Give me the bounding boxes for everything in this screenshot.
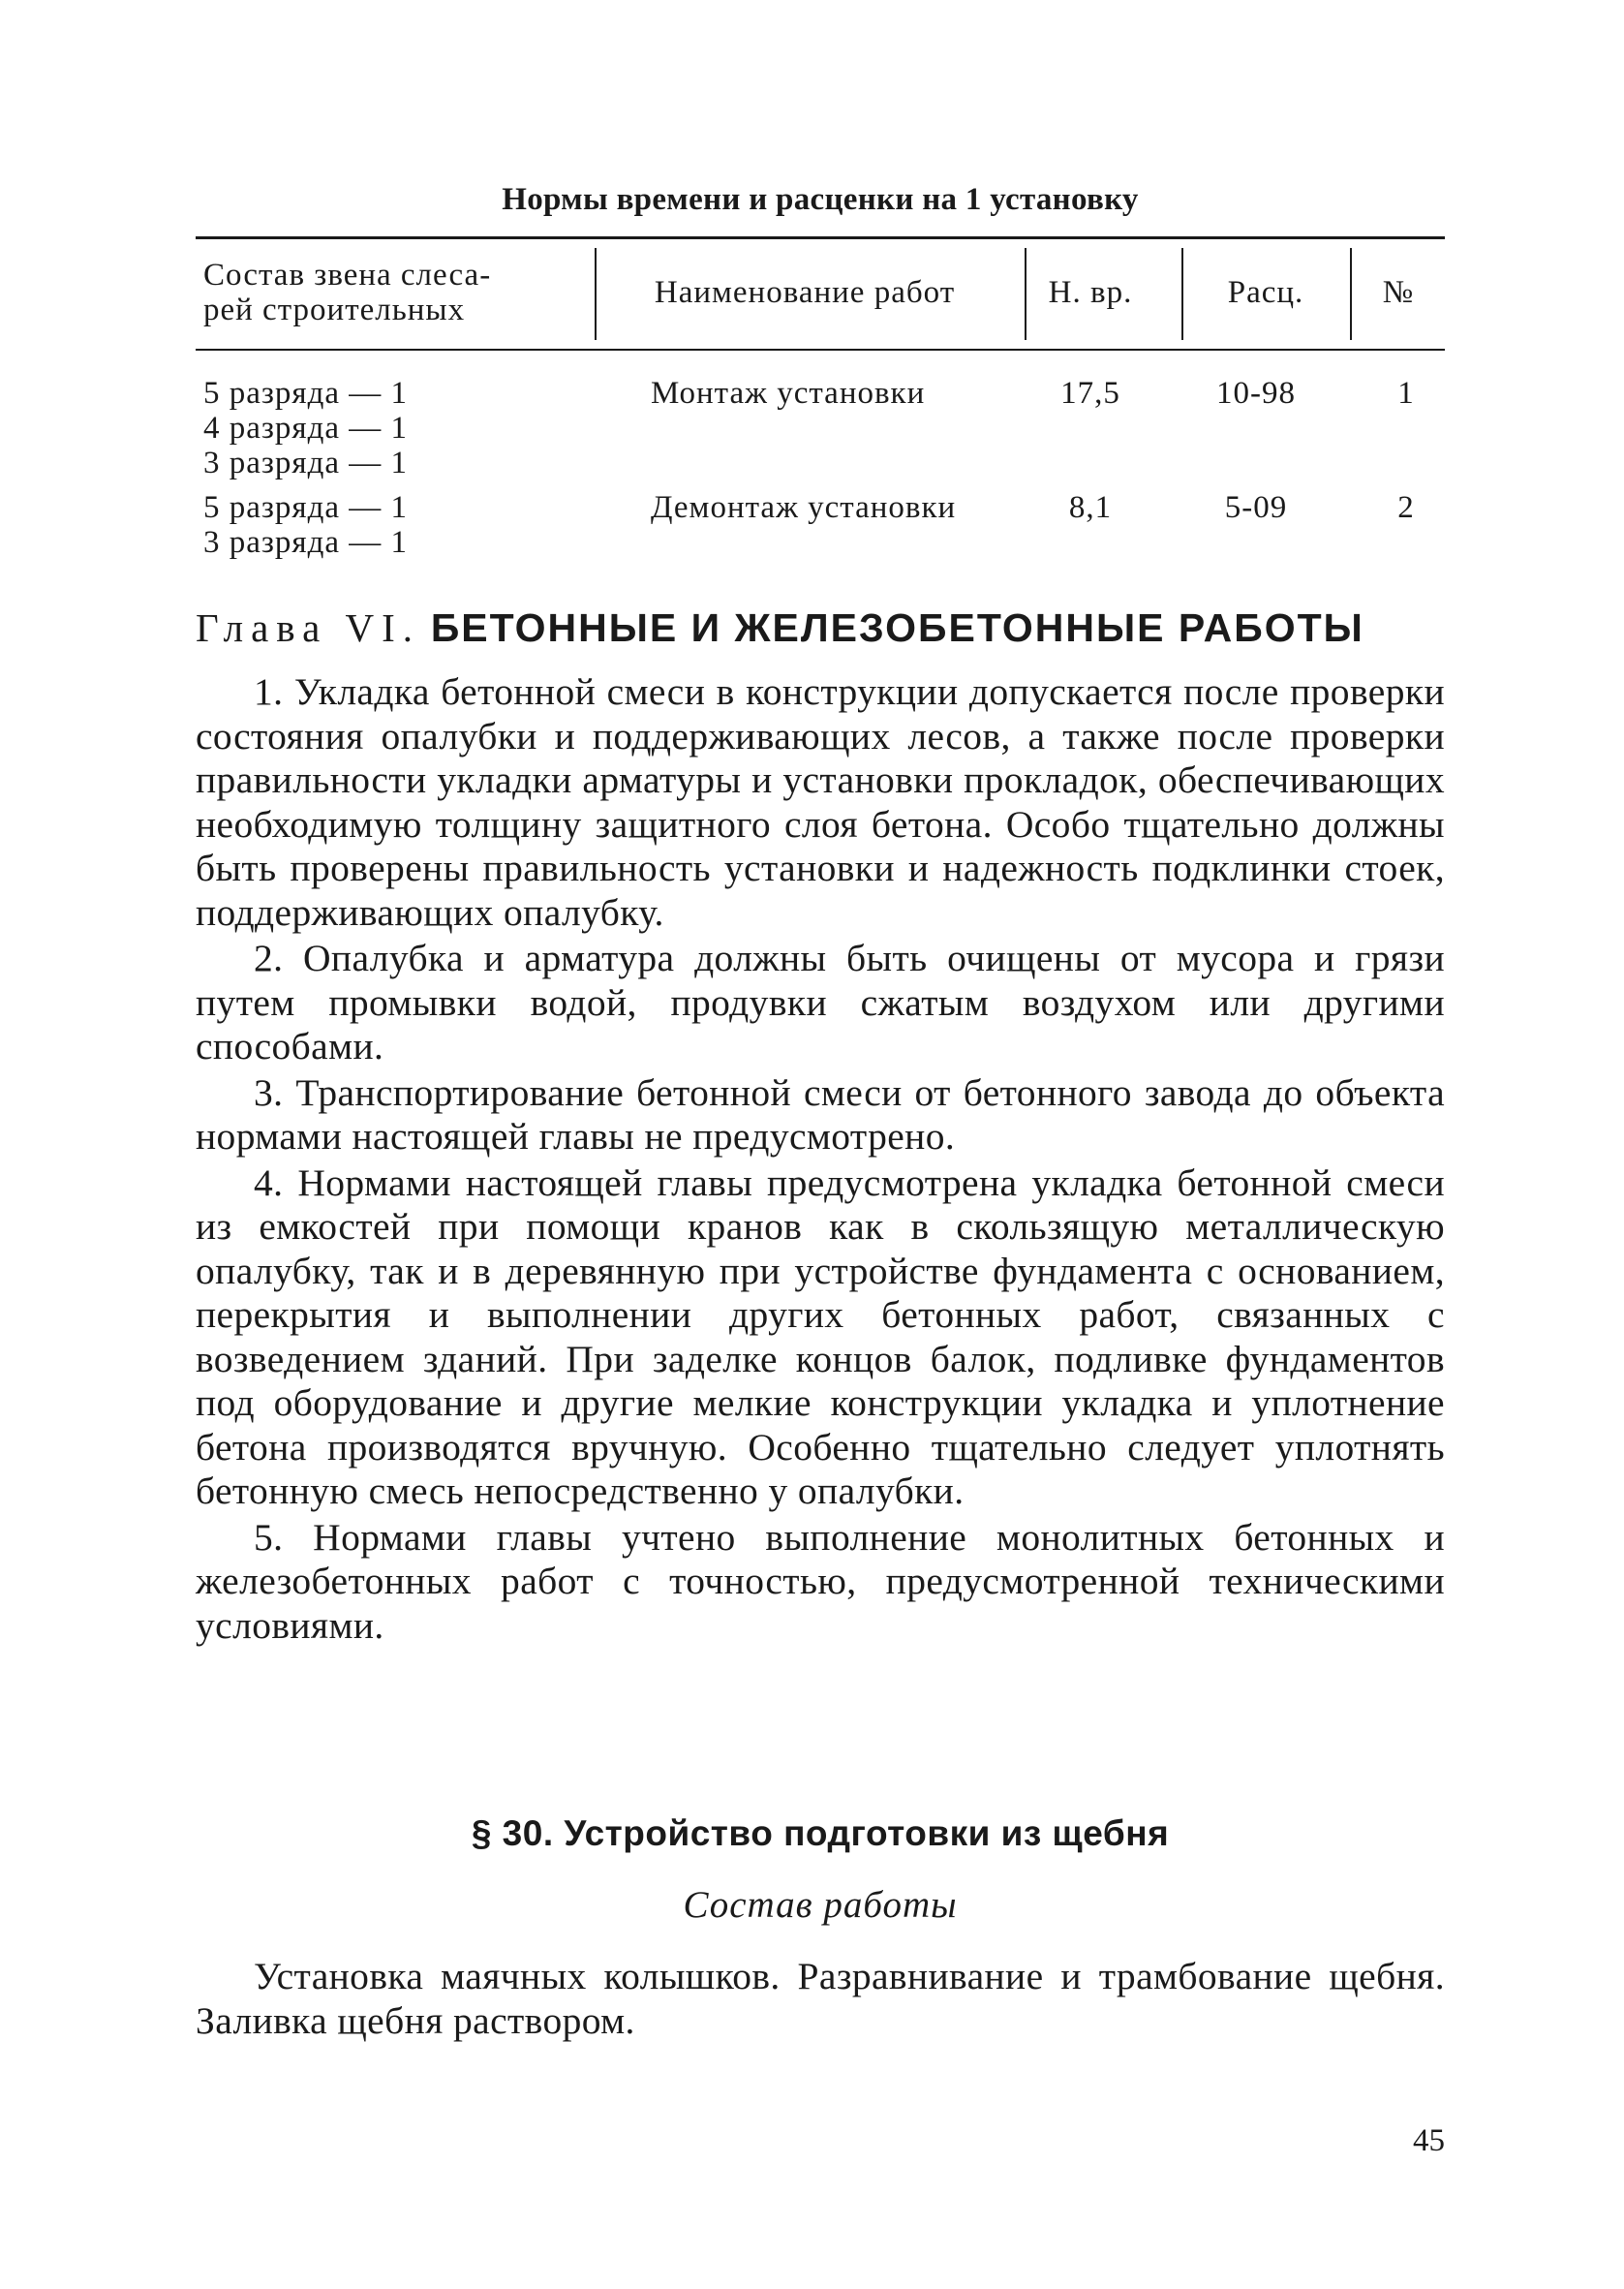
work-name: Демонтаж установки <box>651 490 957 525</box>
paragraph: 2. Опалубка и арматура должны быть очищены от мусора и грязи путем промывки водой, продувки сжатым воздухом или другими способами. <box>196 937 1445 1067</box>
paragraph: 5. Нормами главы учтено выполнение монолитных бетонных и железобетонных работ с точностью, предусмотренной техническими условиями. <box>196 1515 1445 1647</box>
row-number: 1 <box>1397 376 1415 411</box>
crew-line: 3 разряда — 1 <box>203 446 409 480</box>
crew-line: 5 разряда — 1 <box>203 490 409 525</box>
crew-line: 4 разряда — 1 <box>203 411 409 446</box>
header-work <box>597 236 1013 349</box>
work-name: Монтаж установки <box>651 376 926 411</box>
work-description: Установка маячных колышков. Разравнивание и трамбование щебня. Заливка щебня раствором. <box>196 1955 1445 2042</box>
crew-list <box>203 376 408 480</box>
rate-value: 10-98 <box>1216 376 1296 411</box>
crew-line: 3 разряда — 1 <box>203 525 409 560</box>
paragraph: 1. Укладка бетонной смеси в конструкции допускается после проверки состояния опалубки и поддерживающих лесов, а также после проверки правильности укладки арматуры и установки прокладок, обеспечивающих необходимую толщину защитного слоя бетона. Особо тщательно должны быть проверены правильность установки и надежность подклинки стоек, поддерживающих опалубку. <box>196 670 1445 934</box>
crew-list <box>203 490 408 560</box>
crew-line: 5 разряда — 1 <box>203 376 409 411</box>
section-title: § 30. Устройство подготовки из щебня <box>471 1813 1170 1853</box>
page-number: 45 <box>1413 2123 1445 2158</box>
chapter-heading <box>196 604 1445 651</box>
header-norm-label: Н. вр. <box>1048 275 1133 310</box>
header-num-label: № <box>1382 275 1415 310</box>
time-norm: 17,5 <box>1060 376 1120 411</box>
header-work-label: Наименование работ <box>654 275 956 310</box>
rate-value: 5-09 <box>1224 490 1288 525</box>
norms-table <box>196 236 1445 566</box>
chapter-title: БЕТОННЫЕ И ЖЕЛЕЗОБЕТОННЫЕ РАБОТЫ <box>430 605 1364 650</box>
paragraph: 4. Нормами настоящей главы предусмотрена укладка бетонной смеси из емкостей при помощи кранов как в скользящую металлическую опалубку, так и в деревянную при устройстве фундамента с основанием, перекрытия и выполнении других бетонных работ, связанных с возведением зданий. При заделке концов балок, подливке фундаментов под оборудование и другие мелкие конструкции укладка и уплотнение бетона производятся вручную. Особенно тщательно следует уплотнять бетонную смесь непосредственно у опалубки. <box>196 1160 1445 1512</box>
header-crew-label: Состав звена слеса- рей строительных <box>203 258 492 327</box>
chapter-number: Глава VI. <box>196 605 421 650</box>
header-rate <box>1183 236 1348 349</box>
chapter-body <box>196 670 1445 1650</box>
table-caption: Нормы времени и расценки на 1 установку <box>502 182 1139 217</box>
paragraph: 3. Транспортирование бетонной смеси от бетонного завода до объекта нормами настоящей главы не предусмотрено. <box>196 1070 1445 1158</box>
header-rate-label: Расц. <box>1227 275 1304 310</box>
header-num <box>1352 236 1445 349</box>
time-norm: 8,1 <box>1068 490 1113 525</box>
header-norm <box>1026 236 1154 349</box>
row-number: 2 <box>1397 490 1415 525</box>
header-crew <box>203 236 571 349</box>
section-subheading: Состав работы <box>683 1884 958 1926</box>
table-header-rule <box>196 349 1445 351</box>
